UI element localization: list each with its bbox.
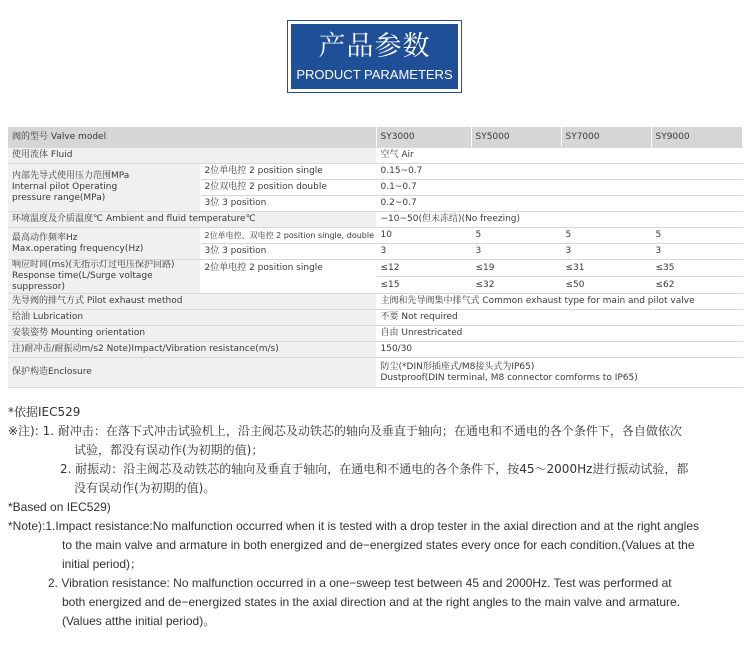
exhaust-label: 先导阀的排气方式 Pilot exhaust method <box>8 294 376 310</box>
fluid-label: 使用流体 Fluid <box>8 148 376 164</box>
pressure-type: 2位单电控 2 position single <box>200 164 376 180</box>
note-impact-cn: ※注): 1. 耐冲击：在落下式冲击试验机上，沿主阀芯及动铁芯的轴向及垂直于轴向；在通电和不通电的各个条件下，各自做依次 <box>8 424 682 438</box>
response-value: ≤62 <box>651 277 742 294</box>
header-model-1: SY3000 <box>376 127 471 148</box>
section-title-badge <box>288 21 461 92</box>
response-label-en: Response time(L/Surge voltage suppressor) <box>12 271 153 292</box>
pressure-label-cn: 内部先导式使用压力范围MPa <box>12 171 130 181</box>
response-value: ≤50 <box>561 277 651 294</box>
note-impact-cn-cont: 试验，都没有误动作(为初期的值)； <box>74 443 264 457</box>
frequency-value: 3 <box>471 244 561 260</box>
response-label-cn: 响应时间(ms)(无指示灯过电压保护回路) <box>12 260 175 270</box>
frequency-value: 3 <box>651 244 742 260</box>
frequency-label <box>8 228 200 260</box>
pressure-type: 2位双电控 2 position double <box>200 180 376 196</box>
fluid-value: 空气 Air <box>376 148 742 164</box>
enclosure-value-en: Dustproof(DIN terminal, M8 connector comforms to IP65) <box>380 372 638 383</box>
header-model-2: SY5000 <box>471 127 561 148</box>
response-value: ≤15 <box>376 277 471 294</box>
frequency-value: 3 <box>376 244 471 260</box>
note-vibration-cn: 2. 耐振动：沿主阀芯及动铁芯的轴向及垂直于轴向，在通电和不通电的各个条件下，按45～2000Hz进行振动试验，都 <box>60 462 689 476</box>
table-row <box>8 326 742 342</box>
table-row <box>8 212 742 228</box>
note-impact-en-cont2: initial period)； <box>62 557 143 571</box>
lubrication-label: 给油 Lubrication <box>8 310 376 326</box>
enclosure-value <box>376 358 742 388</box>
pressure-value: 0.1~0.7 <box>376 180 742 196</box>
frequency-type: 3位 3 position <box>200 244 376 260</box>
exhaust-value: 主阀和先导阀集中排气式 Common exhaust type for main and pilot valve <box>376 294 742 310</box>
note-basis-cn: *依据IEC529 <box>8 405 81 419</box>
table-header-row <box>8 127 742 148</box>
response-value: ≤31 <box>561 260 651 277</box>
pressure-value: 0.2~0.7 <box>376 196 742 212</box>
mounting-label: 安装姿势 Mounting orientation <box>8 326 376 342</box>
note-vibration-cn-cont: 没有误动作(为初期的值)。 <box>74 481 216 495</box>
pressure-label-en-1: Internal pilot Operating <box>12 182 118 192</box>
frequency-value: 3 <box>561 244 651 260</box>
frequency-label-cn: 最高动作频率Hz <box>12 232 78 243</box>
mounting-value: 自由 Unrestricated <box>376 326 742 342</box>
note-impact-en: *Note):1.Impact resistance:No malfunction occurred when it is tested with a drop tester in the axial direction and at the right angles <box>8 519 700 533</box>
table-row <box>8 148 742 164</box>
note-basis-en: *Based on IEC529) <box>8 500 111 514</box>
pressure-value: 0.15~0.7 <box>376 164 742 180</box>
table-row <box>8 310 742 326</box>
table-row <box>8 260 742 277</box>
note-vibration-en: 2. Vibration resistance: No malfunction occurred in a one−sweep test between 45 and 2000Hz. Test was performed at <box>48 576 672 590</box>
frequency-value: 5 <box>471 228 561 244</box>
pressure-label <box>8 164 200 212</box>
response-label <box>8 260 200 294</box>
frequency-value: 10 <box>376 228 471 244</box>
temperature-label: 环境温度及介质温度℃ Ambient and fluid temperature℃ <box>8 212 376 228</box>
temperature-value: −10~50(但未冻结)(No freezing) <box>376 212 742 228</box>
table-row <box>8 342 742 358</box>
pressure-type: 3位 3 position <box>200 196 376 212</box>
parameters-table <box>8 127 743 388</box>
lubrication-value: 不要 Not required <box>376 310 742 326</box>
frequency-type: 2位单电控、双电控 2 position single, double <box>200 228 376 244</box>
notes-section <box>8 403 748 631</box>
frequency-value: 5 <box>561 228 651 244</box>
table-row <box>8 358 742 388</box>
table-row <box>8 164 742 180</box>
pressure-label-en-2: pressure range(MPa) <box>12 193 106 203</box>
response-value: ≤19 <box>471 260 561 277</box>
response-value: ≤32 <box>471 277 561 294</box>
note-vibration-en-cont: both energized and de−energized states in the axial direction and at the right angles to the main valve and armature. <box>62 595 681 609</box>
vibration-value: 150/30 <box>376 342 742 358</box>
note-impact-en-cont: to the main valve and armature in both energized and de−energized states every once for each condition.(Values at the <box>62 538 695 552</box>
title-chinese: 产品参数 <box>318 31 431 62</box>
note-vibration-en-cont2: (Values atthe initial period)。 <box>62 614 216 628</box>
header-valve-model: 阀的型号 Valve model <box>8 127 376 148</box>
enclosure-value-cn: 防尘(*DIN形插座式/M8接头式为IP65) <box>380 361 535 372</box>
vibration-label: 注)耐冲击/耐振动m/s2 Note)Impact/Vibration resistance(m/s) <box>8 342 376 358</box>
frequency-value: 5 <box>651 228 742 244</box>
frequency-label-en: Max.operating frequency(Hz) <box>12 243 144 254</box>
response-value: ≤12 <box>376 260 471 277</box>
response-value: ≤35 <box>651 260 742 277</box>
table-row <box>8 294 742 310</box>
header-model-3: SY7000 <box>561 127 651 148</box>
title-english: PRODUCT PARAMETERS <box>296 67 453 82</box>
response-type: 2位单电控 2 position single <box>200 260 376 294</box>
header-model-4: SY9000 <box>651 127 742 148</box>
table-row <box>8 228 742 244</box>
enclosure-label: 保护构造Enclosure <box>8 358 376 388</box>
